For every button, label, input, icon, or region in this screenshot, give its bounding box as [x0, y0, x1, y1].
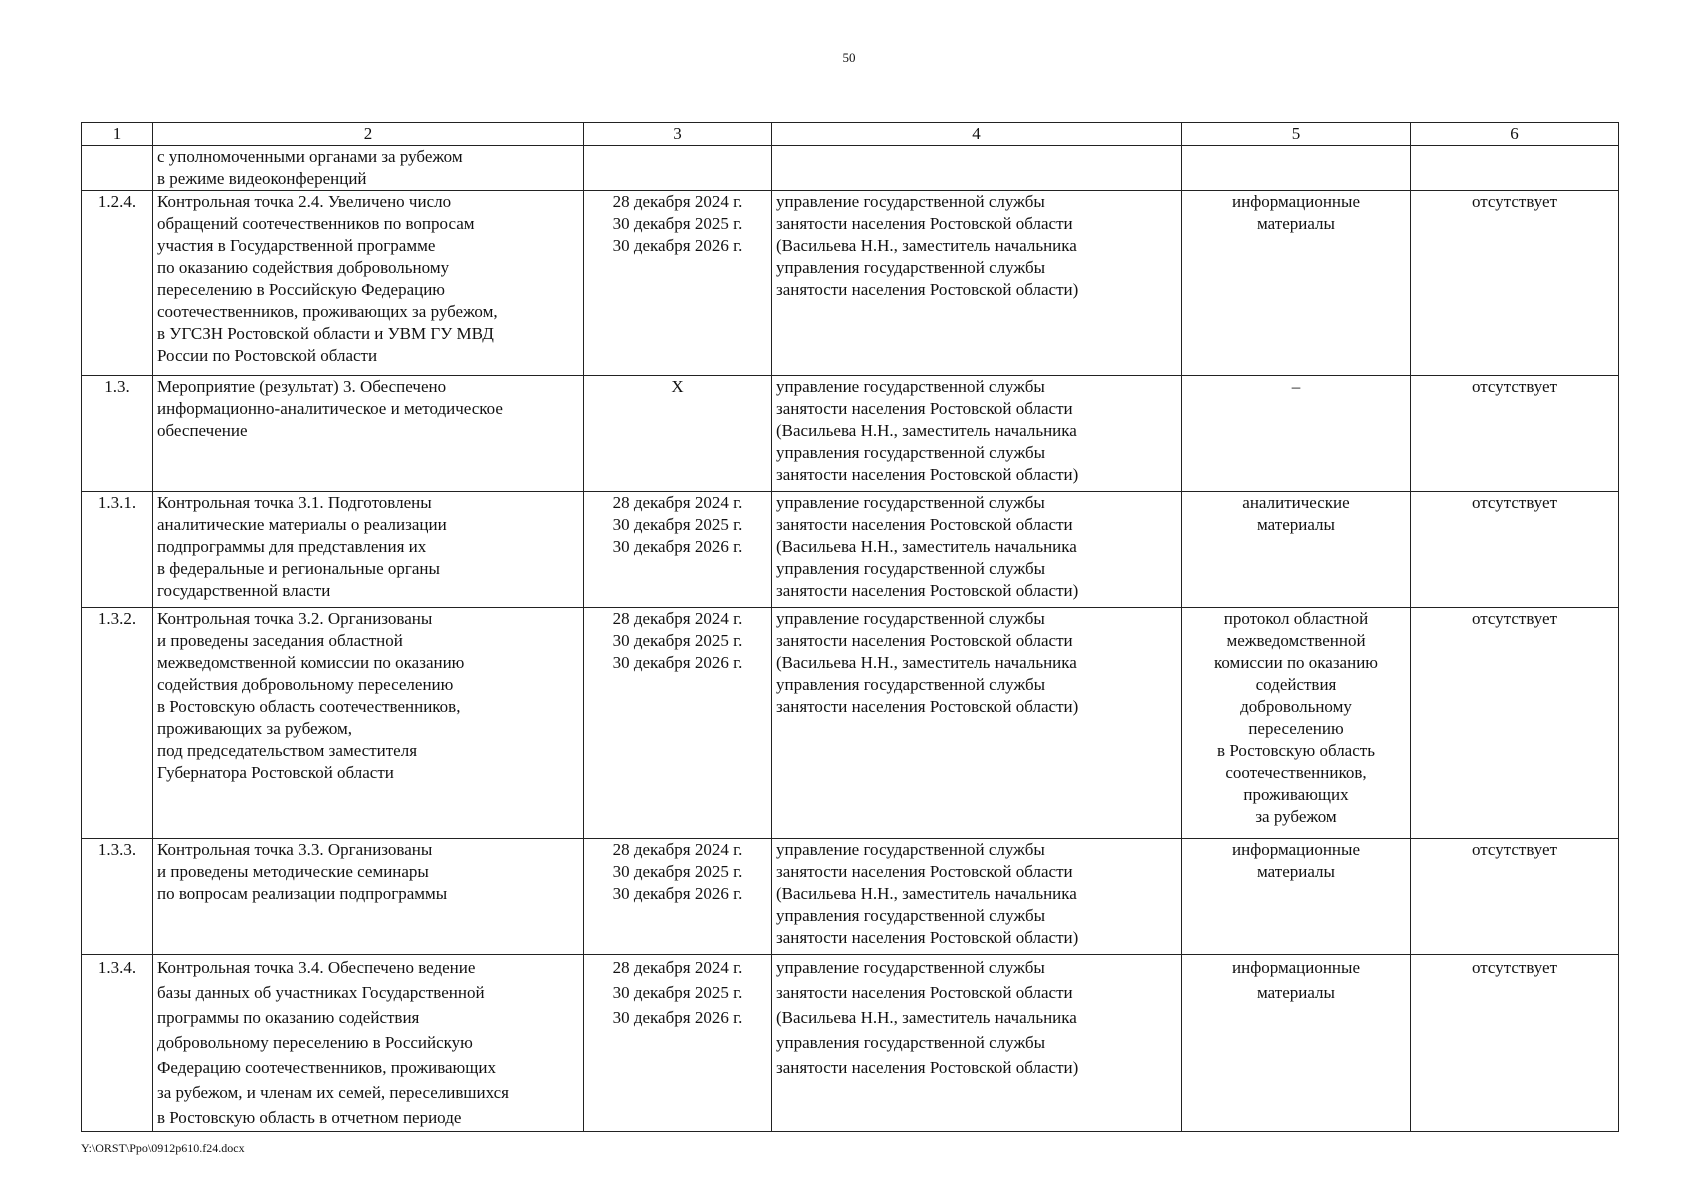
column-header: 6 — [1411, 123, 1619, 146]
table-header — [82, 123, 1619, 146]
result-cell: – — [1182, 376, 1411, 492]
deadline-cell: 28 декабря 2024 г. 30 декабря 2025 г. 30 декабря 2026 г. — [584, 492, 772, 608]
plan-table — [81, 122, 1619, 1132]
risk-cell: отсутствует — [1411, 376, 1619, 492]
row-number-cell: 1.3.2. — [82, 608, 153, 839]
activity-name-cell: Контрольная точка 3.1. Подготовлены аналитические материалы о реализации подпрограммы для представления их в федеральные и региональные органы государственной власти — [153, 492, 584, 608]
risk-cell — [1411, 146, 1619, 191]
activity-name-cell: Контрольная точка 3.4. Обеспечено ведение базы данных об участниках Государственной программы по оказанию содействия добровольному переселению в Российскую Федерацию соотечественников, проживающих за рубежом, и членам их семей, переселившихся в Ростовскую область в отчетном периоде — [153, 955, 584, 1132]
column-header: 2 — [153, 123, 584, 146]
result-cell: информационные материалы — [1182, 839, 1411, 955]
column-header: 1 — [82, 123, 153, 146]
row-number-cell: 1.3.3. — [82, 839, 153, 955]
risk-cell: отсутствует — [1411, 608, 1619, 839]
activity-name-cell: Контрольная точка 3.2. Организованы и проведены заседания областной межведомственной комиссии по оказанию содействия добровольному переселению в Ростовскую область соотечественников, проживающих за рубежом, под председательством заместителя Губернатора Ростовской области — [153, 608, 584, 839]
column-header: 4 — [772, 123, 1182, 146]
responsible-cell: управление государственной службы занятости населения Ростовской области (Васильева Н.Н., заместитель начальника управления государственной службы занятости населения Ростовской области) — [772, 839, 1182, 955]
row-number-cell: 1.3.1. — [82, 492, 153, 608]
result-cell: протокол областной межведомственной комиссии по оказанию содействия добровольному переселению в Ростовскую область соотечественников, проживающих за рубежом — [1182, 608, 1411, 839]
table-row — [82, 955, 1619, 1132]
deadline-cell: 28 декабря 2024 г. 30 декабря 2025 г. 30 декабря 2026 г. — [584, 955, 772, 1132]
row-number-cell: 1.2.4. — [82, 191, 153, 376]
header-row — [82, 123, 1619, 146]
row-number-cell: 1.3. — [82, 376, 153, 492]
page-number: 50 — [842, 50, 856, 65]
table-row — [82, 492, 1619, 608]
activity-name-cell: Контрольная точка 3.3. Организованы и проведены методические семинары по вопросам реализации подпрограммы — [153, 839, 584, 955]
table-row — [82, 376, 1619, 492]
file-path-footer: Y:\ORST\Ppo\0912p610.f24.docx — [81, 1141, 245, 1155]
responsible-cell: управление государственной службы занятости населения Ростовской области (Васильева Н.Н., заместитель начальника управления государственной службы занятости населения Ростовской области) — [772, 955, 1182, 1132]
column-header: 3 — [584, 123, 772, 146]
result-cell — [1182, 146, 1411, 191]
deadline-cell: Х — [584, 376, 772, 492]
risk-cell: отсутствует — [1411, 839, 1619, 955]
result-cell: аналитические материалы — [1182, 492, 1411, 608]
deadline-cell: 28 декабря 2024 г. 30 декабря 2025 г. 30 декабря 2026 г. — [584, 191, 772, 376]
responsible-cell: управление государственной службы занятости населения Ростовской области (Васильева Н.Н., заместитель начальника управления государственной службы занятости населения Ростовской области) — [772, 376, 1182, 492]
deadline-cell — [584, 146, 772, 191]
deadline-cell: 28 декабря 2024 г. 30 декабря 2025 г. 30 декабря 2026 г. — [584, 839, 772, 955]
risk-cell: отсутствует — [1411, 191, 1619, 376]
row-number-cell: 1.3.4. — [82, 955, 153, 1132]
table-row — [82, 839, 1619, 955]
activity-name-cell: с уполномоченными органами за рубежом в режиме видеоконференций — [153, 146, 584, 191]
responsible-cell — [772, 146, 1182, 191]
table-row — [82, 146, 1619, 191]
table-row — [82, 191, 1619, 376]
column-header: 5 — [1182, 123, 1411, 146]
result-cell: информационные материалы — [1182, 955, 1411, 1132]
activity-name-cell: Контрольная точка 2.4. Увеличено число обращений соотечественников по вопросам участия в Государственной программе по оказанию содействия добровольному переселению в Российскую Федерацию соотечественников, проживающих за рубежом, в УГСЗН Ростовской области и УВМ ГУ МВД России по Ростовской области — [153, 191, 584, 376]
risk-cell: отсутствует — [1411, 955, 1619, 1132]
responsible-cell: управление государственной службы занятости населения Ростовской области (Васильева Н.Н., заместитель начальника управления государственной службы занятости населения Ростовской области) — [772, 608, 1182, 839]
activity-name-cell: Мероприятие (результат) 3. Обеспечено информационно-аналитическое и методическое обеспечение — [153, 376, 584, 492]
responsible-cell: управление государственной службы занятости населения Ростовской области (Васильева Н.Н., заместитель начальника управления государственной службы занятости населения Ростовской области) — [772, 191, 1182, 376]
deadline-cell: 28 декабря 2024 г. 30 декабря 2025 г. 30 декабря 2026 г. — [584, 608, 772, 839]
responsible-cell: управление государственной службы занятости населения Ростовской области (Васильева Н.Н., заместитель начальника управления государственной службы занятости населения Ростовской области) — [772, 492, 1182, 608]
risk-cell: отсутствует — [1411, 492, 1619, 608]
table-row — [82, 608, 1619, 839]
row-number-cell — [82, 146, 153, 191]
result-cell: информационные материалы — [1182, 191, 1411, 376]
table-body — [82, 146, 1619, 1132]
